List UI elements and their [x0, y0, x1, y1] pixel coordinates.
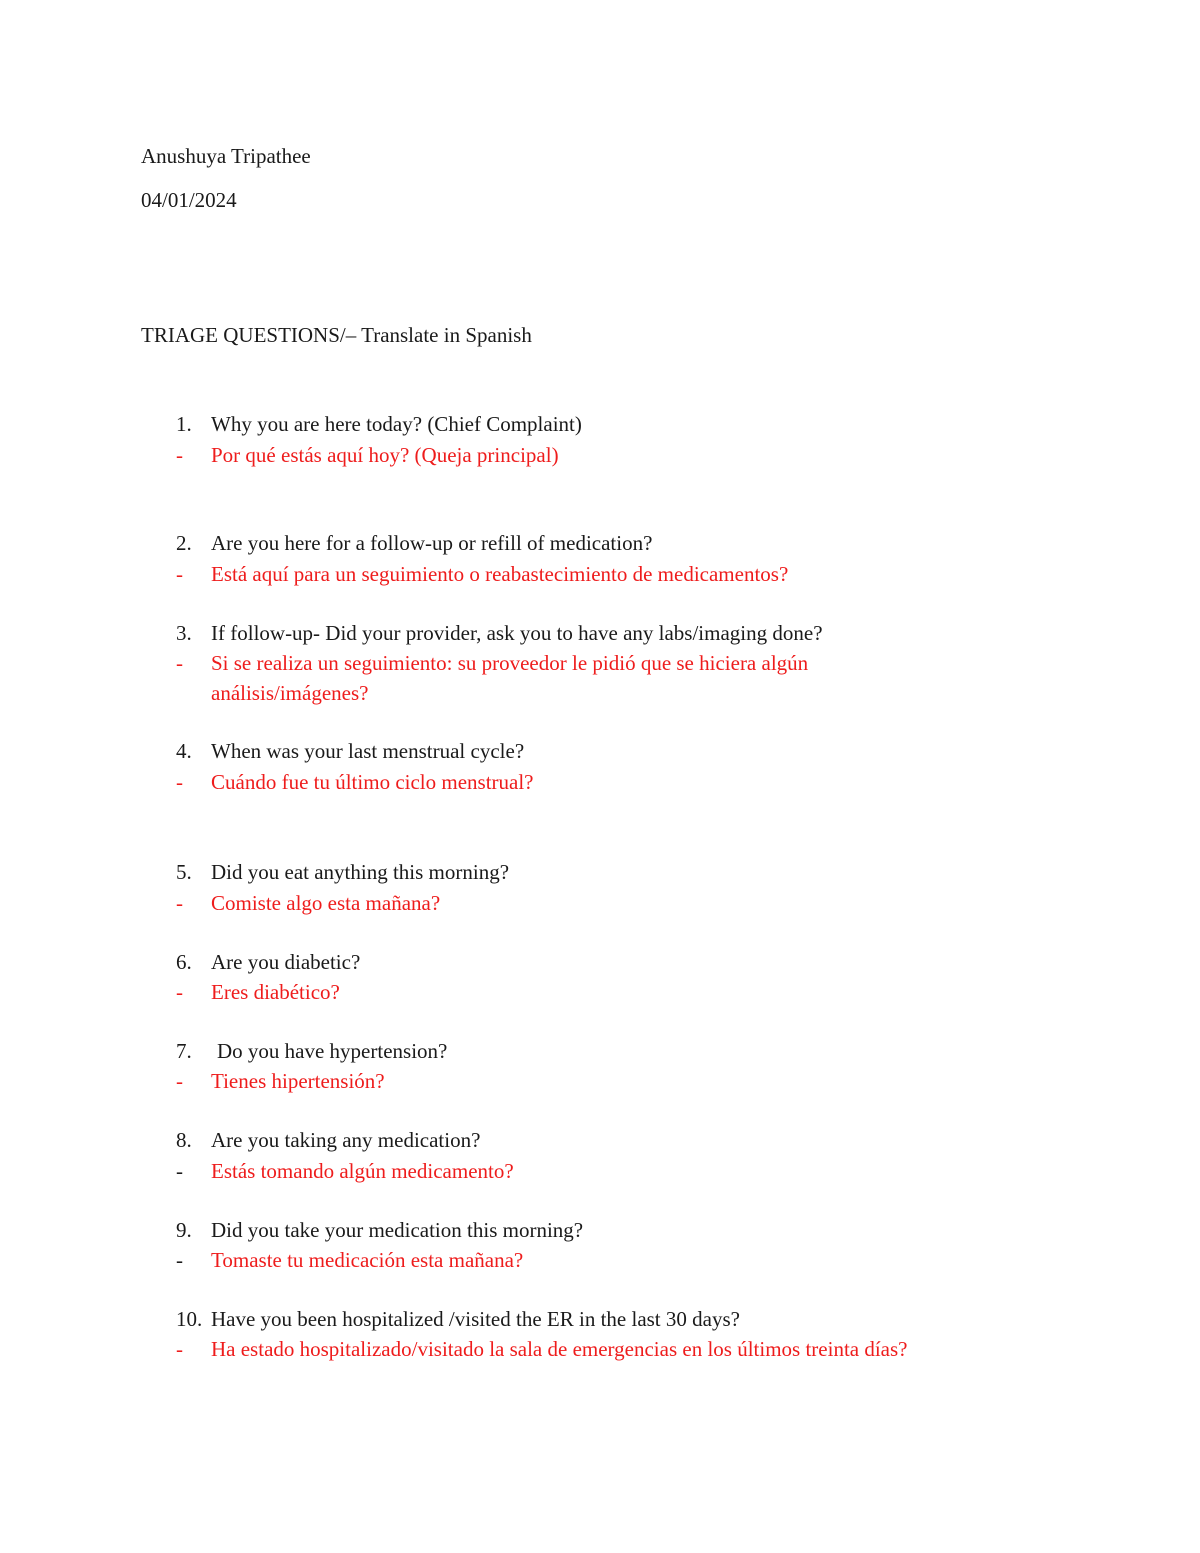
- question-english: If follow-up- Did your provider, ask you to have any labs/imaging done?: [211, 621, 823, 645]
- dash-bullet: -: [176, 891, 183, 915]
- question-english: Are you here for a follow-up or refill of medication?: [211, 531, 653, 555]
- dash-bullet: -: [176, 1069, 183, 1093]
- item-number: 7.: [176, 1039, 192, 1063]
- item-number: 8.: [176, 1128, 192, 1152]
- page-title: TRIAGE QUESTIONS/– Translate in Spanish: [141, 323, 532, 347]
- question-english: Do you have hypertension?: [217, 1039, 448, 1063]
- question-english: Did you take your medication this morning?: [211, 1218, 584, 1242]
- dash-bullet: -: [176, 443, 183, 467]
- author-name: Anushuya Tripathee: [141, 144, 311, 168]
- dash-bullet: -: [176, 562, 183, 586]
- item-number: 1.: [176, 412, 192, 436]
- item-number: 6.: [176, 950, 192, 974]
- question-spanish: Ha estado hospitalizado/visitado la sala de emergencias en los últimos treinta días?: [211, 1337, 908, 1361]
- question-english: Are you diabetic?: [211, 950, 361, 974]
- question-english: Why you are here today? (Chief Complaint): [211, 412, 582, 436]
- question-spanish-continued: análisis/imágenes?: [211, 681, 369, 705]
- item-number: 3.: [176, 621, 192, 645]
- question-spanish: Cuándo fue tu último ciclo menstrual?: [211, 770, 534, 794]
- item-number: 5.: [176, 860, 192, 884]
- question-spanish: Si se realiza un seguimiento: su proveedor le pidió que se hiciera algún: [211, 651, 809, 675]
- question-spanish: Por qué estás aquí hoy? (Queja principal): [211, 443, 559, 467]
- question-spanish: Tomaste tu medicación esta mañana?: [211, 1248, 524, 1272]
- item-number: 10.: [176, 1307, 203, 1331]
- question-spanish: Tienes hipertensión?: [211, 1069, 385, 1093]
- dash-bullet: -: [176, 1159, 183, 1183]
- question-spanish: Está aquí para un seguimiento o reabastecimiento de medicamentos?: [211, 562, 789, 586]
- question-spanish: Comiste algo esta mañana?: [211, 891, 441, 915]
- document-date: 04/01/2024: [141, 188, 237, 212]
- item-number: 2.: [176, 531, 192, 555]
- question-english: When was your last menstrual cycle?: [211, 739, 525, 763]
- item-number: 4.: [176, 739, 192, 763]
- question-spanish: Eres diabético?: [211, 980, 340, 1004]
- question-english: Are you taking any medication?: [211, 1128, 481, 1152]
- question-english: Have you been hospitalized /visited the ER in the last 30 days?: [211, 1307, 740, 1331]
- dash-bullet: -: [176, 651, 183, 675]
- dash-bullet: -: [176, 1337, 183, 1361]
- question-english: Did you eat anything this morning?: [211, 860, 510, 884]
- dash-bullet: -: [176, 980, 183, 1004]
- dash-bullet: -: [176, 1248, 183, 1272]
- dash-bullet: -: [176, 770, 183, 794]
- question-spanish: Estás tomando algún medicamento?: [211, 1159, 514, 1183]
- item-number: 9.: [176, 1218, 192, 1242]
